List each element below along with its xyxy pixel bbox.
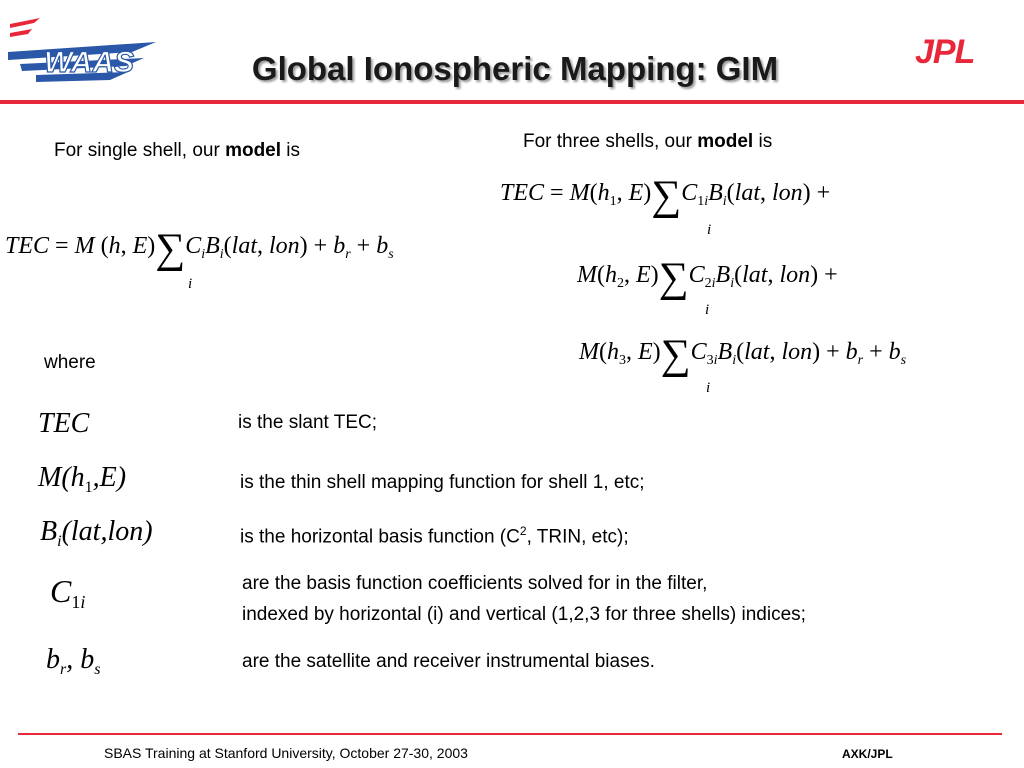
jpl-logo: [913, 32, 1005, 70]
model-keyword: model: [225, 140, 282, 161]
three-shell-equation-line-1: TEC = $M(h_1$, $E)\sum C_{1i}B_i(lat$, lon) +: [500, 173, 831, 219]
single-shell-equation: TEC = M (h, $E)\sum C_iB_i(lat$, $lon) + b_r + b_s$: [5, 226, 394, 272]
page-title: Global Ionospheric Mapping: GIM: [251, 50, 779, 87]
three-shell-equation-line-3: $M(h_3$, $E)\sum C_{3i}B_i(lat$, $lon) + b_r + b_s$: [579, 332, 907, 378]
waas-logo-text: WAAS: [44, 46, 134, 79]
mapping-function-definition: is the thin shell mapping function for shell 1, etc;: [240, 472, 645, 493]
coefficient-definition-line-1: are the basis function coefficients solved for in the filter,: [242, 573, 708, 594]
tec-symbol: TEC: [38, 408, 90, 439]
summation-index: i: [705, 302, 710, 318]
waas-logo: [6, 14, 164, 92]
where-label: where: [44, 352, 96, 373]
three-shell-equation-line-2: $M(h_2$, $E)\sum C_{2i}B_i(lat$, lon) +: [577, 255, 838, 301]
footer-left: SBAS Training at Stanford University, October 27-30, 2003: [104, 745, 468, 761]
summation-index: i: [706, 380, 711, 396]
basis-function-symbol: $B_i(lat,lon)$: [40, 516, 153, 550]
tec-definition: is the slant TEC;: [238, 412, 378, 433]
bias-symbols: $b_r$, $b_s$: [46, 644, 101, 678]
coefficient-definition-line-2: indexed by horizontal (i) and vertical (1,2,3 for three shells) indices;: [242, 604, 806, 625]
three-shells-intro: For three shells, our model is: [523, 131, 773, 152]
single-shell-intro: For single shell, our model is: [54, 140, 301, 161]
bias-definition: are the satellite and receiver instrumental biases.: [242, 651, 655, 672]
coefficient-symbol: $C_{1i}$: [50, 573, 86, 612]
footer-right: AXK/JPL: [842, 747, 893, 761]
summation-index: i: [707, 222, 712, 238]
title-divider: [0, 100, 1024, 104]
summation-index: i: [188, 276, 193, 292]
jpl-logo-text: JPL: [915, 33, 975, 70]
mapping-function-symbol: $M(h_1,E)$: [38, 462, 127, 496]
footer-divider: [18, 733, 1002, 735]
basis-function-definition: is the horizontal basis function ($C^2$, TRIN, etc);: [240, 524, 629, 548]
model-keyword: model: [697, 131, 754, 152]
